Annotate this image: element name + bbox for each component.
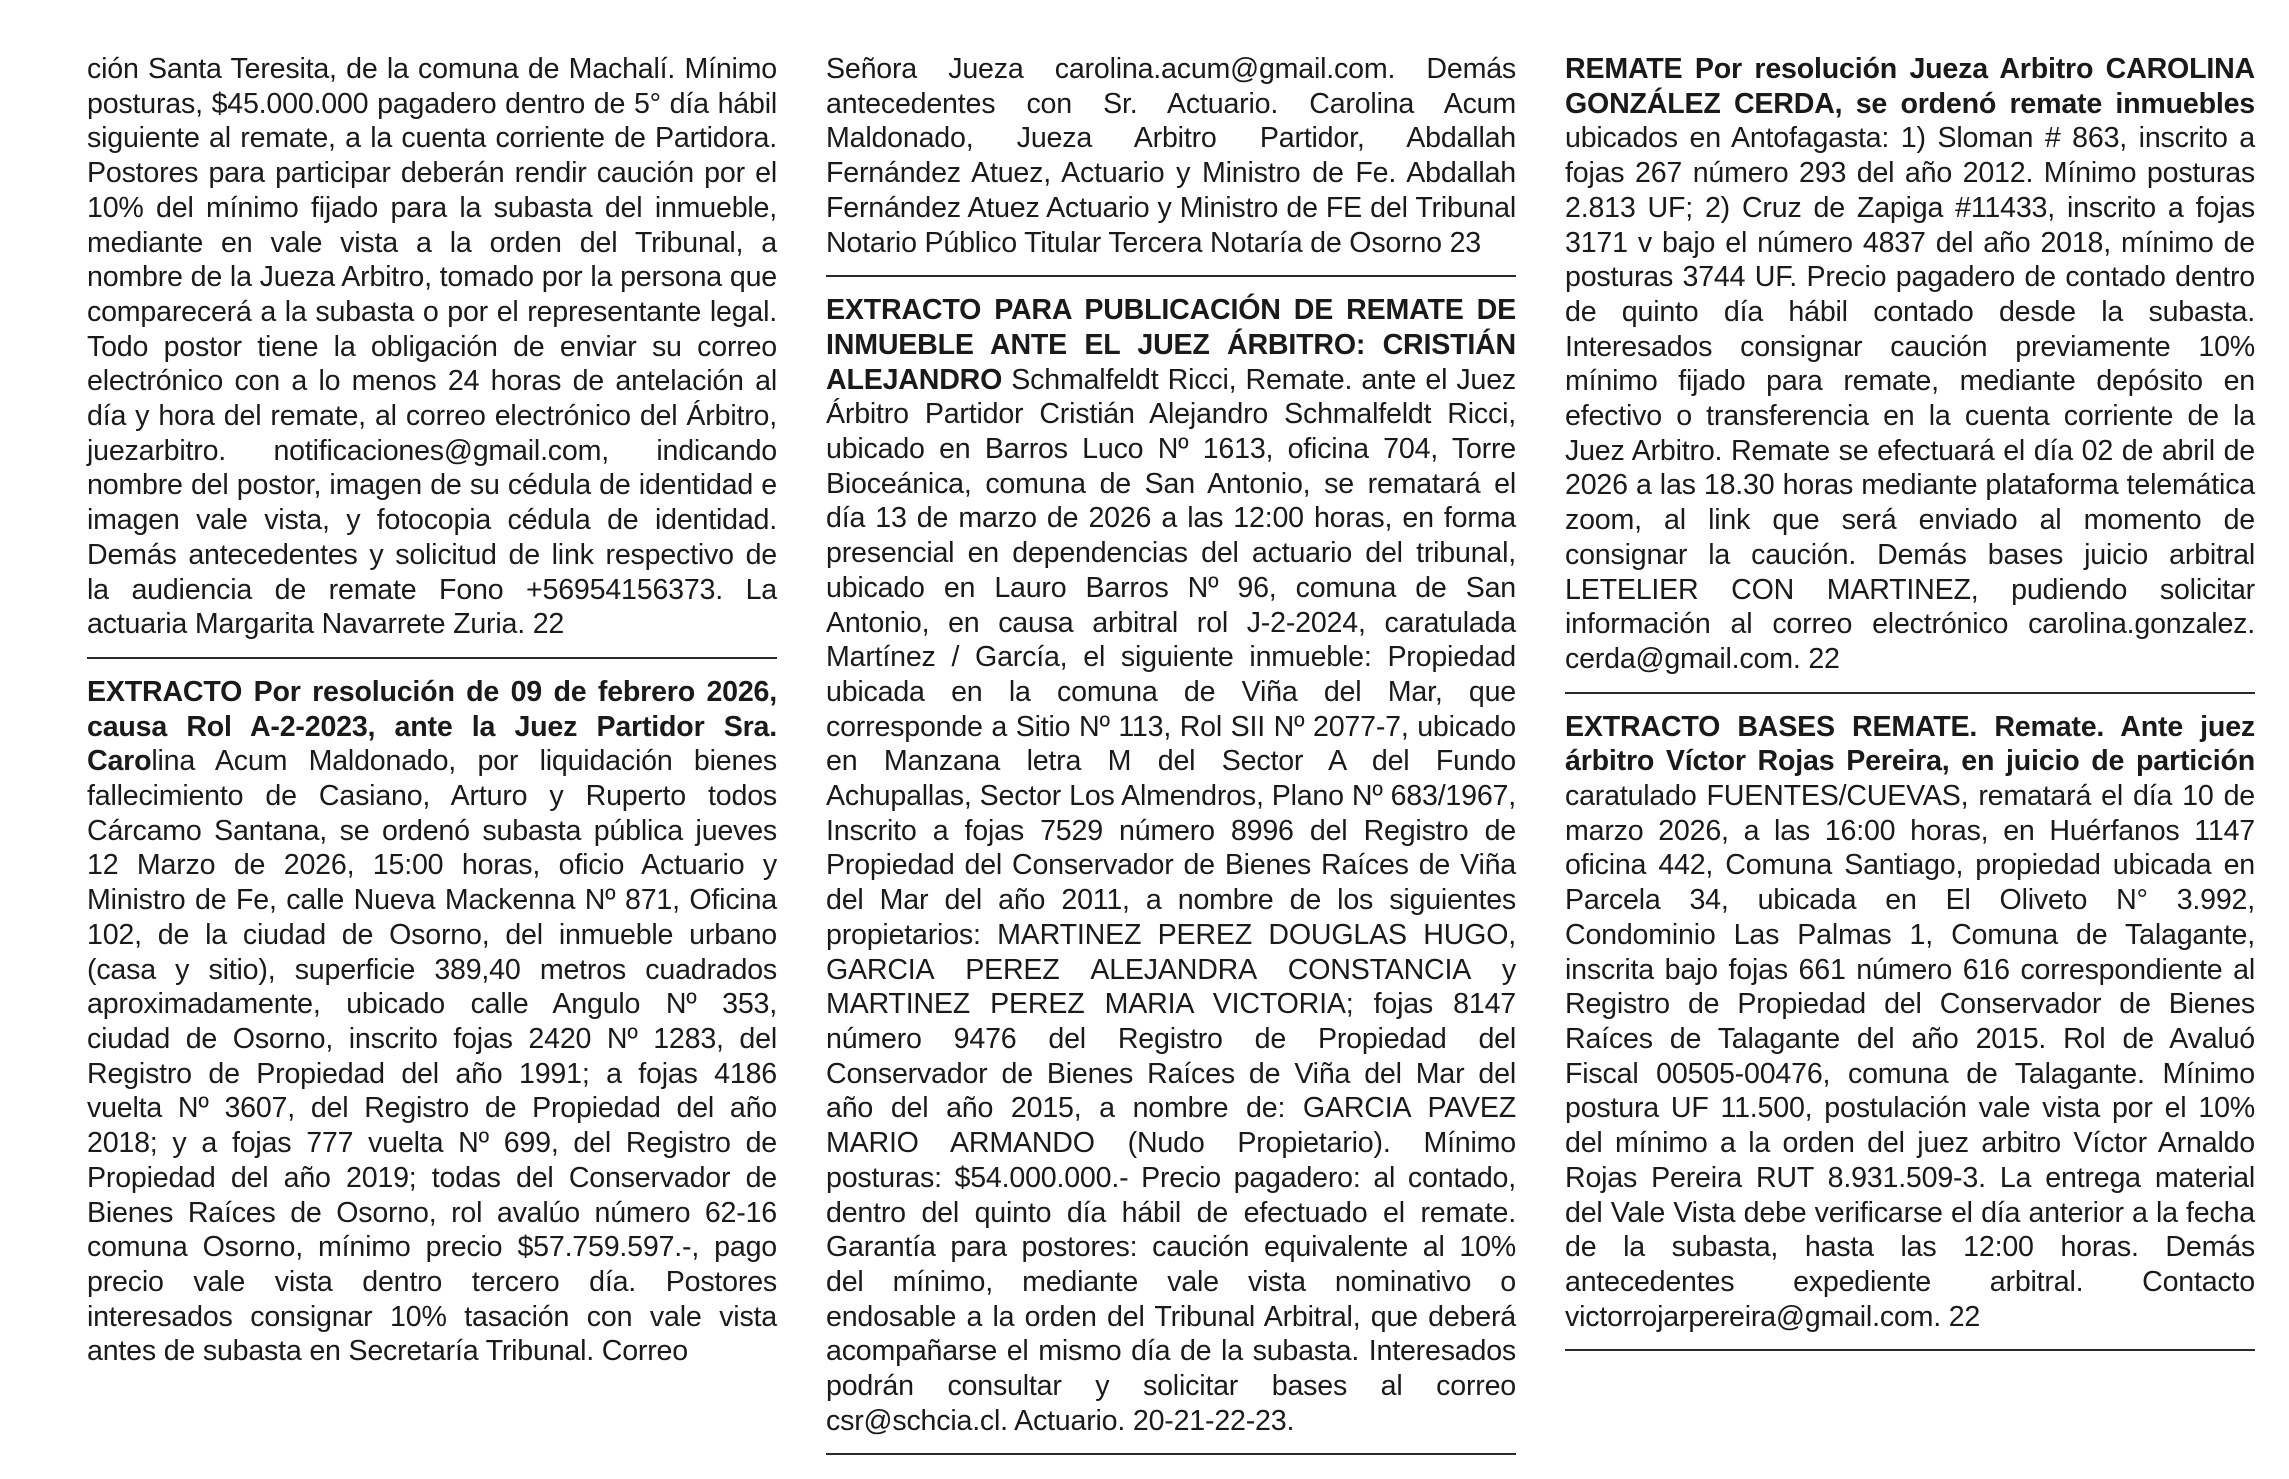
notice-body: Schmalfeldt Ricci, Remate. ante el Juez Árbitro Partidor Cristián Alejandro Schmalfeldt Ricci, ubicado en Barros Luco Nº 1613, oficina 704, Torre Bioceánica, comuna de San Antonio, se rematará el día 13 de marzo de 2026 a las 12:00 horas, en forma presencial en dependencias del actuario del tribunal, ubicado en Lauro Barros Nº 96, comuna de San Antonio, en causa arbitral rol J-2-2024, caratulada Martínez / García, el siguiente inmueble: Propiedad ubicada en la comuna de Viña del Mar, que corresponde a Sitio Nº 113, Rol SII Nº 2077-7, ubicado en Manzana letra M del Sector A del Fundo Achupallas, Sector Los Almendros, Plano Nº 683/1967, Inscrito a fojas 7529 número 8996 del Registro de Propiedad del Conservador de Bienes Raíces de Viña del Mar del año 2011, a nombre de los siguientes propietarios: MARTINEZ PEREZ DOUGLAS HUGO, GARCIA PEREZ ALEJANDRA CONSTANCIA y MARTINEZ PEREZ MARIA VICTORIA; fojas 8147 número 9476 del Registro de Propiedad del Conservador de Bienes Raíces de Viña del Mar del año del año 2015, a nombre de: GARCIA PAVEZ MARIO ARMANDO (Nudo Propietario). Mínimo posturas: $54.000.000.- Precio pagadero: al contado, dentro del quinto día hábil de efectuado el remate. Garantía para postores: caución equivalente al 10% del mínimo, mediante vale vista nominativo o endosable a la orden del Tribunal Arbitral, que deberá acompañarse el mismo día de la subasta. Interesados podrán consultar y solicitar bases al correo csr@schcia.cl. Actuario. 20-21-22-23. <box>826 363 1516 1437</box>
notice-continuation <box>826 52 1516 260</box>
column-2 <box>826 52 1516 1471</box>
notice-continuation <box>87 52 777 642</box>
notice-divider <box>87 657 777 659</box>
notice-body: caratulado FUENTES/CUEVAS, rematará el día 10 de marzo 2026, a las 16:00 horas, en Huérfanos 1147 oficina 442, Comuna Santiago, propiedad ubicada en Parcela 34, ubicada en El Oliveto N° 3.992, Condominio Las Palmas 1, Comuna de Talagante, inscrita bajo fojas 661 número 616 correspondiente al Registro de Propiedad del Conservador de Bienes Raíces de Talagante del año 2015. Rol de Avaluó Fiscal 00505-00476, comuna de Talagante. Mínimo postura UF 11.500, postulación vale vista por el 10% del mínimo a la orden del juez arbitro Víctor Arnaldo Rojas Pereira RUT 8.931.509-3. La entrega material del Vale Vista debe verificarse el día anterior a la fecha de la subasta, hasta las 12:00 horas. Demás antecedentes expediente arbitral. Contacto victorrojarpereira@gmail.com. 22 <box>1565 780 2255 1333</box>
notice-body: ubicados en Antofagasta: 1) Sloman # 863, inscrito a fojas 267 número 293 del año 2012. Mínimo posturas 2.813 UF; 2) Cruz de Zapiga #11433, inscrito a fojas 3171 v bajo el número 4837 del año 2018, mínimo de posturas 3744 UF. Precio pagadero de contado dentro de quinto día hábil contado desde la subasta. Interesados consignar caución previamente 10% mínimo fijado para remate, mediante depósito en efectivo o transferencia en la cuenta corriente de la Juez Arbitro. Remate se efectuará el día 02 de abril de 2026 a las 18.30 horas mediante plataforma telemática zoom, al link que será enviado al momento de consignar la caución. Demás bases juicio arbitral LETELIER CON MARTINEZ, pudiendo solicitar información al correo electrónico carolina.gonzalez. cerda@gmail.com. 22 <box>1565 122 2255 675</box>
notice-divider <box>826 1453 1516 1455</box>
notice-extracto-osorno <box>87 675 777 1369</box>
notice-body: lina Acum Maldonado, por liquidación bienes fallecimiento de Casiano, Arturo y Ruperto todos Cárcamo Santana, se ordenó subasta pública jueves 12 Marzo de 2026, 15:00 horas, oficio Actuario y Ministro de Fe, calle Nueva Mackenna Nº 871, Oficina 102, de la ciudad de Osorno, del inmueble urbano (casa y sitio), superficie 389,40 metros cuadrados aproximadamente, ubicado calle Angulo Nº 353, ciudad de Osorno, inscrito fojas 2420 Nº 1283, del Registro de Propiedad del año 1991; a fojas 4186 vuelta Nº 3607, del Registro de Propiedad del año 2018; y a fojas 777 vuelta Nº 699, del Registro de Propiedad del año 2019; todas del Conservador de Bienes Raíces de Osorno, rol avalúo número 62-16 comuna Osorno, mínimo precio $57.759.597.-, pago precio vale vista dentro tercero día. Postores interesados consignar 10% tasación con vale vista antes de subasta en Secretaría Tribunal. Correo <box>87 745 777 1368</box>
notice-body: Señora Jueza carolina.acum@gmail.com. Demás antecedentes con Sr. Actuario. Carolina Acum Maldonado, Jueza Arbitro Partidor, Abdallah Fernández Atuez, Actuario y Ministro de Fe. Abdallah Fernández Atuez Actuario y Ministro de FE del Tribunal Notario Público Titular Tercera Notaría de Osorno 23 <box>826 53 1516 259</box>
notice-divider <box>826 275 1516 277</box>
notice-remate-antofagasta <box>1565 52 2255 677</box>
notice-headline: EXTRACTO BASES REMATE. Remate. Ante juez árbitro Víctor Rojas Pereira, en juicio de partición <box>1565 710 2255 778</box>
notice-extracto-san-antonio <box>826 293 1516 1438</box>
notice-body: ción Santa Teresita, de la comuna de Machalí. Mínimo posturas, $45.000.000 pagadero dentro de 5° día hábil siguiente al remate, a la cuenta corriente de Partidora. Postores para participar deberán rendir caución por el 10% del mínimo fijado para la subasta del inmueble, mediante en vale vista a la orden del Tribunal, a nombre de la Jueza Arbitro, tomado por la persona que comparecerá a la subasta o por el representante legal. Todo postor tiene la obligación de enviar su correo electrónico con a lo menos 24 horas de antelación al día y hora del remate, al correo electrónico del Árbitro, juezarbitro. notificaciones@gmail.com, indicando nombre del postor, imagen de su cédula de identidad e imagen vale vista, y fotocopia cédula de identidad. Demás antecedentes y solicitud de link respectivo de la audiencia de remate Fono +56954156373. La actuaria Margarita Navarrete Zuria. 22 <box>87 53 777 641</box>
notice-extracto-talagante <box>1565 710 2255 1335</box>
column-3 <box>1565 52 2255 1367</box>
column-1 <box>87 52 777 1369</box>
notice-divider <box>1565 1349 2255 1351</box>
notice-headline: REMATE Por resolución Jueza Arbitro CAROLINA GONZÁLEZ CERDA, se ordenó remate inmuebles <box>1565 53 2255 120</box>
notice-headline: EXTRACTO PARA PUBLICACIÓN DE REMATE DE INMUEBLE ANTE EL JUEZ ÁRBITRO: CRISTIÁN ALEJANDRO <box>826 294 1516 396</box>
notice-headline: EXTRACTO Por resolución de 09 de febrero 2026, causa Rol A-2-2023, ante la Juez Partidor Sra. Caro <box>87 675 777 778</box>
notice-divider <box>1565 692 2255 694</box>
